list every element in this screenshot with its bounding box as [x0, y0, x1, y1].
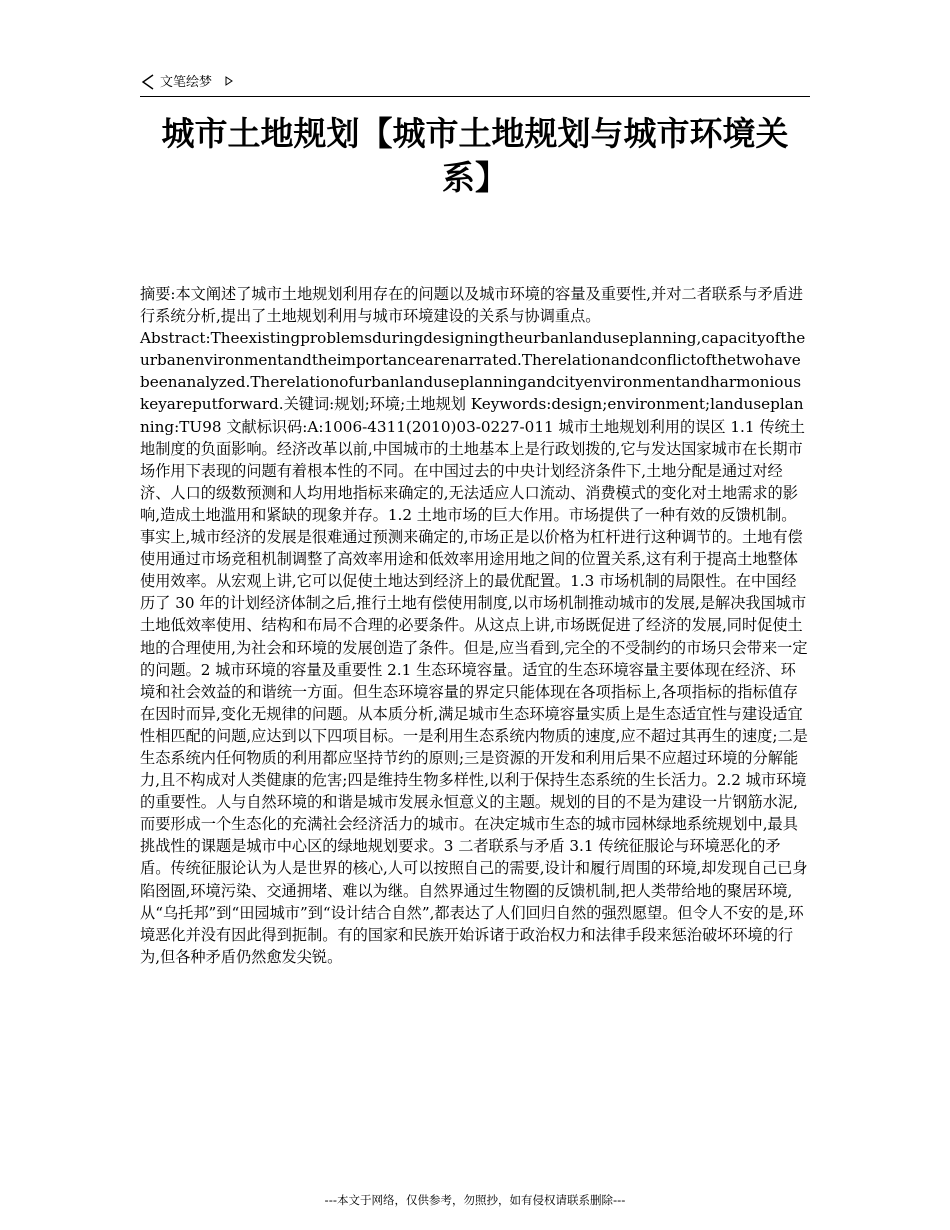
body-paragraph: Abstract:Theexistingproblemsduringdesigningtheurbanlanduseplanning,capacityoftheurbanenvironmentandtheimportancearenarrated.Therelationandconflictofthetwohavebeenanalyzed.Therelationofurbanlanduseplanningandcityenvironmentandharmoniouskeyareputforward.关键词:规划;环境;土地规划 Keywords:design;environment;landuseplanning:TU98 文献标识码:A:1006-4311(2010)03-0227-011 城市土地规划利用的误区 1.1 传统土地制度的负面影响。经济改革以前,中国城市的土地基本上是行政划拨的,它与发达国家城市在长期市场作用下表现的问题有着根本性的不同。在中国过去的中央计划经济条件下,土地分配是通过对经济、人口的级数预测和人均用地指标来确定的,无法适应人口流动、消费模式的变化对土地需求的影响,造成土地滥用和紧缺的现象并存。1.2 土地市场的巨大作用。市场提供了一种有效的反馈机制。事实上,城市经济的发展是很难通过预测来确定的,市场正是以价格为杠杆进行这种调节的。土地有偿使用通过市场竞租机制调整了高效率用途和低效率用途用地之间的位置关系,这有利于提高土地整体使用效率。从宏观上讲,它可以促使土地达到经济上的最优配置。1.3 市场机制的局限性。在中国经历了 30 年的计划经济体制之后,推行土地有偿使用制度,以市场机制推动城市的发展,是解决我国城市土地低效率使用、结构和布局不合理的必要条件。从这点上讲,市场既促进了经济的发展,同时促使土地的合理使用,为社会和环境的发展创造了条件。但是,应当看到,完全的不受制约的市场只会带来一定的问题。2 城市环境的容量及重要性 2.1 生态环境容量。适宜的生态环境容量主要体现在经济、环境和社会效益的和谐统一方面。但生态环境容量的界定只能体现在各项指标上,各项指标的指标值存在因时而异,变化无规律的问题。从本质分析,满足城市生态环境容量实质上是生态适宜性与建设适宜性相匹配的问题,应达到以下四项目标。一是利用生态系统内物质的速度,应不超过其再生的速度;二是生态系统内任何物质的利用都应坚持节约的原则;三是资源的开发和利用后果不应超过环境的分解能力,且不构成对人类健康的危害;四是维持生物多样性,以利于保持生态系统的生长活力。2.2 城市环境的重要性。人与自然环境的和谐是城市发展永恒意义的主题。规划的目的不是为建设一片钢筋水泥,而要形成一个生态化的充满社会经济活力的城市。在决定城市生态的城市园林绿地系统规划中,最具挑战性的课题是城市中心区的绿地规划要求。3 二者联系与矛盾 3.1 传统征服论与环境恶化的矛盾。传统征服论认为人是世界的核心,人可以按照自己的需要,设计和履行周围的环境,却发现自己已身陷囹圄,环境污染、交通拥堵、难以为继。自然界通过生物圈的反馈机制,把人类带给地的聚居环境,从“乌托邦”到“田园城市”到“设计结合自然”,都表达了人们回归自然的强烈愿望。但令人不安的是,环境恶化并没有因此得到扼制。有的国家和民族开始诉诸于政治权力和法律手段来惩治破坏环境的行为,但各种矛盾仍然愈发尖锐。	[140, 329, 808, 966]
left-arrow-icon	[140, 73, 156, 91]
footer-notice: ---本文于网络，仅供参考，勿照抄，如有侵权请联系删除---	[324, 1193, 626, 1207]
header-label: 文笔绘梦	[160, 75, 213, 90]
abstract-chinese: 摘要:本文阐述了城市土地规划利用存在的问题以及城市环境的容量及重要性,并对二者联系与矛盾进行系统分析,提出了土地规划利用与城市环境建设的关系与协调重点。	[140, 285, 804, 326]
document-body	[140, 283, 810, 968]
page-header	[140, 70, 810, 97]
right-arrow-icon	[225, 76, 233, 86]
document-title: 城市土地规划【城市土地规划与城市环境关系】	[161, 114, 789, 197]
